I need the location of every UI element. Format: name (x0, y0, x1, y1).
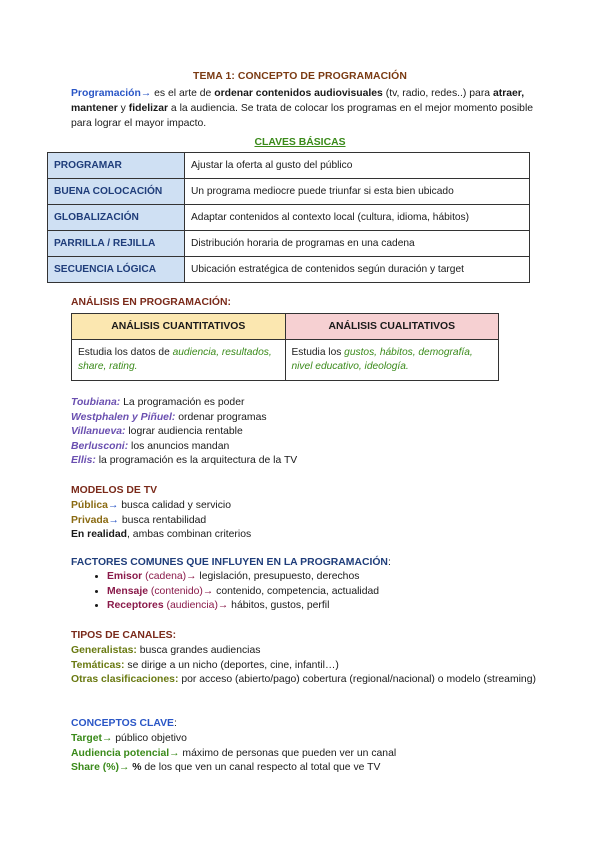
cuantitativos-cell (72, 340, 286, 381)
table-row (48, 179, 530, 205)
list-item (71, 673, 551, 688)
modelos-list (71, 499, 551, 543)
author-quote: ordenar programas (175, 411, 267, 423)
list-item (71, 514, 551, 529)
factores-list (71, 570, 379, 614)
claves-value: Ajustar la oferta al gusto del público (185, 153, 530, 179)
arrow-icon: → (108, 514, 119, 526)
colon: : (173, 718, 177, 729)
intro-text: es el arte de (151, 88, 215, 99)
factores-heading (71, 557, 391, 568)
intro-text: a la audiencia. Se trata de colocar los programas en el mejor momento posible para lograr el mayor impacto. (71, 103, 534, 129)
factor-label: Emisor (107, 571, 143, 582)
list-item (107, 585, 379, 600)
arrow-icon: → (217, 600, 229, 612)
intro-bold: atraer, mantener (71, 88, 525, 114)
tipo-text: por acceso (abierto/pago) cobertura (regional/nacional) o modelo (streaming) (178, 674, 536, 686)
cualitativos-header: ANÁLISIS CUALITATIVOS (285, 314, 499, 340)
modelo-label: Pública (71, 500, 108, 511)
concepto-label: Audiencia potencial (71, 747, 170, 759)
list-item (71, 761, 551, 776)
claves-table (47, 152, 530, 283)
author-name: Berlusconi: (71, 440, 129, 452)
factor-label: Mensaje (107, 585, 149, 597)
factor-paren: (contenido) (148, 585, 203, 597)
list-item (71, 411, 297, 426)
concepto-percent: % (129, 762, 142, 774)
table-row (48, 231, 530, 257)
tipo-label: Temáticas: (71, 659, 125, 671)
list-item (71, 454, 297, 469)
conceptos-title: CONCEPTOS CLAVE (71, 718, 174, 729)
arrow-icon: → (101, 733, 113, 744)
list-item (107, 570, 379, 585)
table-header-row (72, 314, 499, 340)
author-quote: los anuncios mandan (128, 440, 230, 452)
factores-title: FACTORES COMUNES QUE INFLUYEN EN LA PROGRAMACIÓN (71, 557, 388, 568)
factor-paren: (audiencia) (163, 600, 218, 612)
cualitativos-cell (285, 340, 499, 381)
modelo-text: busca calidad y servicio (118, 500, 231, 511)
tipo-text: se dirige a un nicho (deportes, cine, infantil…) (124, 659, 339, 671)
table-row (48, 205, 530, 231)
list-item (71, 644, 551, 659)
factor-text: contenido, competencia, actualidad (213, 585, 380, 597)
modelos-heading: MODELOS DE TV (71, 485, 158, 496)
page-title: TEMA 1: CONCEPTO DE PROGRAMACIÓN (193, 71, 407, 82)
tipos-list (71, 644, 551, 688)
table-row (72, 340, 499, 381)
cell-text: Estudia los (291, 347, 345, 358)
intro-bold: ordenar contenidos audiovisuales (214, 88, 383, 99)
cuantitativos-header: ANÁLISIS CUANTITATIVOS (72, 314, 286, 340)
author-quote: la programación es la arquitectura de la TV (95, 455, 298, 467)
intro-paragraph (71, 86, 541, 131)
cell-italic: gustos, hábitos, demografía, nivel educativo, ideología. (291, 347, 473, 372)
factor-text: hábitos, gustos, perfil (228, 600, 330, 612)
intro-text: y (117, 103, 129, 114)
claves-key: PROGRAMAR (48, 153, 185, 179)
arrow-icon: → (169, 747, 180, 759)
list-item (71, 747, 551, 762)
concepto-label: Share (%) (71, 762, 119, 774)
claves-value: Un programa mediocre puede triunfar si esta bien ubicado (185, 179, 530, 205)
list-item (71, 440, 297, 455)
concepto-text: de los que ven un canal respecto al total que ve TV (141, 762, 381, 774)
colon: : (387, 557, 391, 568)
factor-label: Receptores (107, 600, 164, 612)
arrow-icon: → (118, 762, 130, 774)
arrow-icon: → (186, 571, 197, 582)
list-item (71, 732, 551, 747)
claves-value: Distribución horaria de programas en una cadena (185, 231, 530, 257)
analisis-heading: ANÁLISIS EN PROGRAMACIÓN: (71, 297, 231, 308)
cell-italic: audiencia, resultados, share, rating. (78, 347, 272, 372)
table-row (48, 153, 530, 179)
list-item (71, 499, 551, 514)
list-item (71, 396, 297, 411)
modelo-text: busca rentabilidad (118, 514, 207, 526)
arrow-icon: → (202, 585, 214, 597)
claves-key: PARRILLA / REJILLA (48, 231, 185, 257)
tipos-heading: TIPOS DE CANALES: (71, 630, 177, 641)
claves-key: SECUENCIA LÓGICA (48, 257, 185, 283)
cell-text: Estudia los datos de (78, 347, 173, 358)
author-name: Villanueva: (71, 426, 126, 438)
intro-text: (tv, radio, redes..) para (382, 88, 493, 99)
intro-term: Programación (71, 88, 141, 99)
conceptos-heading (71, 718, 177, 729)
tipo-text: busca grandes audiencias (136, 645, 261, 656)
table-row (48, 257, 530, 283)
intro-bold: fidelizar (128, 103, 169, 114)
list-item (107, 599, 379, 614)
author-quote: lograr audiencia rentable (125, 426, 243, 438)
author-name: Ellis: (71, 455, 96, 467)
concepto-text: máximo de personas que pueden ver un canal (179, 747, 397, 759)
list-item (71, 425, 297, 440)
claves-value: Adaptar contenidos al contexto local (cultura, idioma, hábitos) (185, 205, 530, 231)
author-quote: La programación es poder (120, 397, 245, 408)
authors-list (71, 396, 297, 469)
list-item (71, 659, 551, 674)
claves-heading: CLAVES BÁSICAS (254, 137, 346, 148)
factor-paren: (cadena) (142, 571, 187, 582)
tipo-label: Otras clasificaciones: (71, 674, 179, 686)
arrow-icon: → (140, 88, 152, 99)
author-name: Toubiana: (71, 397, 121, 408)
analisis-table (71, 313, 499, 381)
arrow-icon: → (107, 500, 119, 511)
modelo-label: En realidad (71, 529, 128, 541)
conceptos-list (71, 732, 551, 776)
concepto-label: Target (71, 733, 102, 744)
list-item (71, 528, 551, 543)
claves-key: BUENA COLOCACIÓN (48, 179, 185, 205)
modelo-text: , ambas combinan criterios (127, 529, 252, 541)
tipo-label: Generalistas: (71, 645, 137, 656)
modelo-label: Privada (71, 514, 109, 526)
factor-text: legislación, presupuesto, derechos (196, 571, 360, 582)
claves-key: GLOBALIZACIÓN (48, 205, 185, 231)
author-name: Westphalen y Piñuel: (71, 411, 176, 423)
claves-value: Ubicación estratégica de contenidos según duración y target (185, 257, 530, 283)
concepto-text: público objetivo (112, 733, 187, 744)
